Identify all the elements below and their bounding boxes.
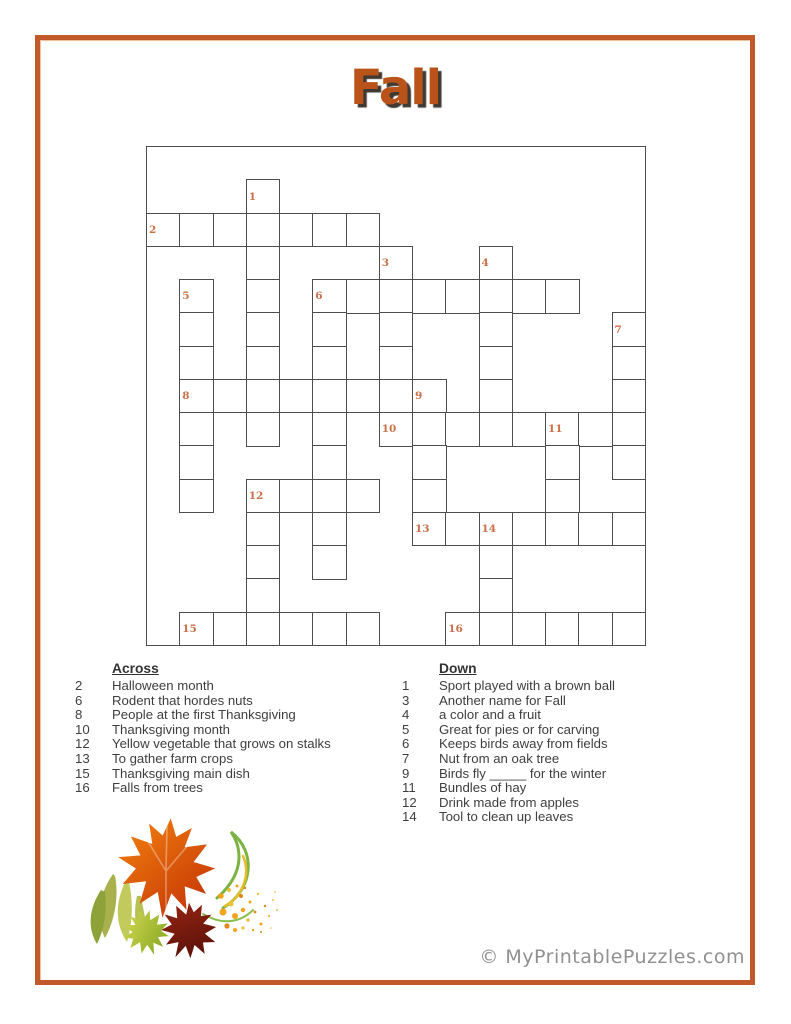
grid-cell-r7c14[interactable] [612, 379, 647, 414]
grid-cell-r5c3[interactable] [246, 312, 281, 347]
grid-cell-r5c5[interactable] [312, 312, 347, 347]
down-clue-1 [402, 679, 732, 694]
clue-text: Yellow vegetable that grows on stalks [112, 736, 331, 752]
grid-cell-r8c13[interactable] [578, 412, 613, 447]
grid-cell-r8c11[interactable] [512, 412, 547, 447]
grid-cell-r11c3[interactable] [246, 512, 281, 547]
grid-cell-r4c12[interactable] [545, 279, 580, 314]
clue-text: People at the first Thanksgiving [112, 707, 296, 723]
grid-cell-r12c3[interactable] [246, 545, 281, 580]
grid-cell-r6c10[interactable] [479, 346, 514, 381]
grid-cell-r2c0[interactable] [146, 213, 181, 248]
grid-cell-r11c9[interactable] [445, 512, 480, 547]
down-clue-6 [402, 737, 732, 752]
grid-cell-r5c1[interactable] [179, 312, 214, 347]
grid-cell-r14c6[interactable] [346, 612, 381, 647]
clue-number: 2 [75, 678, 83, 693]
grid-cell-r11c8[interactable] [412, 512, 447, 547]
clue-number: 6 [75, 692, 83, 708]
page-title: Fall [349, 60, 442, 116]
clue-number: 6 [402, 736, 410, 752]
grid-cell-r12c10[interactable] [479, 545, 514, 580]
clue-text: Bundles of hay [439, 780, 527, 796]
grid-cell-r6c14[interactable] [612, 346, 647, 381]
grid-cell-r12c5[interactable] [312, 545, 347, 580]
grid-cell-r13c3[interactable] [246, 578, 281, 613]
cell-number: 14 [481, 522, 497, 535]
grid-cell-r11c13[interactable] [578, 512, 613, 547]
cell-number: 4 [481, 256, 489, 269]
grid-cell-r11c11[interactable] [512, 512, 547, 547]
swirl-tendril [225, 856, 246, 906]
copyright-text: © MyPrintablePuzzles.com [479, 946, 745, 968]
grid-cell-r7c6[interactable] [346, 379, 381, 414]
grid-cell-r11c5[interactable] [312, 512, 347, 547]
grid-cell-r9c12[interactable] [545, 445, 580, 480]
grid-cell-r2c4[interactable] [279, 213, 314, 248]
grid-cell-r14c12[interactable] [545, 612, 580, 647]
grid-cell-r3c10[interactable] [479, 246, 514, 281]
grid-cell-r2c5[interactable] [312, 213, 347, 248]
grid-cell-r14c13[interactable] [578, 612, 613, 647]
grid-cell-r14c4[interactable] [279, 612, 314, 647]
down-clue-11 [402, 781, 732, 796]
clue-number: 15 [75, 765, 90, 781]
clue-text: Thanksgiving main dish [112, 765, 250, 781]
down-clue-7 [402, 752, 732, 767]
grid-cell-r7c7[interactable] [379, 379, 414, 414]
clue-number: 8 [75, 707, 83, 723]
grid-cell-r5c10[interactable] [479, 312, 514, 347]
clue-text: Drink made from apples [439, 794, 579, 810]
clue-text: Falls from trees [112, 780, 203, 796]
cell-number: 8 [182, 389, 190, 402]
clue-text: Birds fly _____ for the winter [439, 765, 607, 781]
cell-number: 3 [381, 256, 390, 269]
across-list [75, 679, 385, 796]
grid-cell-r10c5[interactable] [312, 479, 347, 514]
grid-cell-r10c12[interactable] [545, 479, 580, 514]
cell-number: 11 [548, 423, 563, 435]
grid-cell-r14c2[interactable] [213, 612, 248, 647]
down-list [402, 679, 732, 825]
grid-cell-r8c7[interactable] [379, 412, 414, 447]
clue-text: Great for pies or for carving [439, 721, 600, 737]
grid-cell-r4c8[interactable] [412, 279, 447, 314]
cell-number: 1 [248, 190, 257, 203]
grid-cell-r11c12[interactable] [545, 512, 580, 547]
clue-text: Sport played with a brown ball [439, 678, 615, 693]
fall-leaves-image [85, 816, 285, 974]
cell-number: 10 [381, 423, 397, 435]
grid-cell-r4c9[interactable] [445, 279, 480, 314]
grid-cell-r10c8[interactable] [412, 479, 447, 514]
clue-number: 5 [402, 721, 410, 737]
cell-number: 12 [248, 489, 264, 502]
grass-blade [118, 882, 132, 942]
down-clue-12 [402, 796, 732, 811]
grid-cell-r3c3[interactable] [246, 246, 281, 281]
clue-number: 13 [75, 750, 90, 766]
grid-cell-r8c14[interactable] [612, 412, 647, 447]
across-clue-16 [75, 781, 385, 796]
grid-cell-r8c9[interactable] [445, 412, 480, 447]
grid-cell-r4c11[interactable] [512, 279, 547, 314]
grid-cell-r7c3[interactable] [246, 379, 281, 414]
clue-text: Keeps birds away from fields [439, 736, 608, 752]
grid-cell-r2c6[interactable] [346, 213, 381, 248]
clue-text: a color and a fruit [439, 707, 541, 723]
clue-number: 4 [402, 707, 410, 723]
grid-cell-r8c12[interactable] [545, 412, 580, 447]
grid-cell-r5c14[interactable] [612, 312, 647, 347]
clue-text: Another name for Fall [439, 692, 566, 708]
grid-cell-r2c3[interactable] [246, 213, 281, 248]
clue-number: 11 [402, 780, 416, 796]
grid-cell-r2c1[interactable] [179, 213, 214, 248]
across-clue-6 [75, 694, 385, 709]
grid-cell-r10c1[interactable] [179, 479, 214, 514]
clue-number: 14 [402, 809, 417, 825]
grid-cell-r4c1[interactable] [179, 279, 214, 314]
grid-cell-r7c4[interactable] [279, 379, 314, 414]
across-clue-12 [75, 737, 385, 752]
grid-cell-r4c3[interactable] [246, 279, 281, 314]
grid-cell-r7c5[interactable] [312, 379, 347, 414]
grid-cell-r8c5[interactable] [312, 412, 347, 447]
across-clue-15 [75, 767, 385, 782]
grid-cell-r6c7[interactable] [379, 346, 414, 381]
grid-cell-r14c1[interactable] [179, 612, 214, 647]
cell-number: 2 [149, 223, 157, 236]
grid-cell-r11c10[interactable] [479, 512, 514, 547]
down-clue-4 [402, 708, 732, 723]
grid-cell-r7c10[interactable] [479, 379, 514, 414]
grid-cell-r4c10[interactable] [479, 279, 514, 314]
cell-number: 9 [415, 389, 423, 402]
grid-cell-r14c11[interactable] [512, 612, 547, 647]
grid-cell-r4c7[interactable] [379, 279, 414, 314]
grid-cell-r6c1[interactable] [179, 346, 214, 381]
grid-cell-r9c5[interactable] [312, 445, 347, 480]
grid-cell-r9c14[interactable] [612, 445, 647, 480]
clue-number: 3 [402, 692, 410, 708]
grid-cell-r7c1[interactable] [179, 379, 214, 414]
grid-cell-r8c3[interactable] [246, 412, 281, 447]
grid-cell-r10c3[interactable] [246, 479, 281, 514]
clue-text: Rodent that hordes nuts [112, 692, 253, 708]
grid-cell-r14c9[interactable] [445, 612, 480, 647]
grid-cell-r10c6[interactable] [346, 479, 381, 514]
grid-cell-r8c8[interactable] [412, 412, 447, 447]
clue-text: Tool to clean up leaves [439, 809, 574, 825]
clue-number: 1 [402, 678, 410, 693]
grid-cell-r8c10[interactable] [479, 412, 514, 447]
dots-trail [218, 885, 278, 934]
clue-number: 12 [75, 736, 90, 752]
across-heading: Across [112, 661, 159, 676]
across-clue-8 [75, 708, 385, 723]
clue-number: 10 [75, 721, 90, 737]
cell-number: 15 [182, 622, 197, 635]
down-clue-5 [402, 723, 732, 738]
clue-number: 9 [402, 765, 410, 781]
clue-number: 16 [75, 780, 90, 796]
down-clue-14 [402, 810, 732, 825]
grid-cell-r7c8[interactable] [412, 379, 447, 414]
down-clues-section [402, 661, 732, 825]
cell-number: 13 [415, 522, 430, 535]
clue-text: Halloween month [112, 678, 214, 693]
grid-cell-r7c2[interactable] [213, 379, 248, 414]
grid-cell-r8c1[interactable] [179, 412, 214, 447]
cell-number: 7 [614, 323, 622, 336]
grid-cell-r10c4[interactable] [279, 479, 314, 514]
crossword-grid [146, 146, 646, 646]
down-heading: Down [439, 661, 477, 676]
cell-number: 5 [182, 290, 190, 302]
clue-text: Nut from an oak tree [439, 750, 560, 766]
cell-number: 16 [448, 622, 463, 635]
grid-cell-r14c14[interactable] [612, 612, 647, 647]
grid-cell-r4c6[interactable] [346, 279, 381, 314]
grid-cell-r14c3[interactable] [246, 612, 281, 647]
across-clues-section [75, 661, 385, 796]
grass-blade [91, 890, 106, 944]
clue-text: To gather farm crops [112, 750, 233, 766]
down-clue-3 [402, 694, 732, 709]
grid-cell-r9c8[interactable] [412, 445, 447, 480]
clue-number: 12 [402, 794, 417, 810]
grid-cell-r14c10[interactable] [479, 612, 514, 647]
grid-cell-r6c5[interactable] [312, 346, 347, 381]
grid-cell-r9c1[interactable] [179, 445, 214, 480]
grid-cell-r11c14[interactable] [612, 512, 647, 547]
across-clue-2 [75, 679, 385, 694]
across-clue-10 [75, 723, 385, 738]
grid-cell-r13c10[interactable] [479, 578, 514, 613]
grid-cell-r2c2[interactable] [213, 213, 248, 248]
grid-cell-r6c3[interactable] [246, 346, 281, 381]
grid-cell-r3c7[interactable] [379, 246, 414, 281]
clue-text: Thanksgiving month [112, 721, 231, 737]
down-clue-9 [402, 767, 732, 782]
grid-cell-r4c5[interactable] [312, 279, 347, 314]
across-clue-13 [75, 752, 385, 767]
cell-number: 6 [315, 290, 323, 302]
grid-cell-r5c7[interactable] [379, 312, 414, 347]
clue-number: 7 [402, 750, 410, 766]
grid-cell-r1c3[interactable] [246, 179, 281, 214]
grid-cell-r14c5[interactable] [312, 612, 347, 647]
